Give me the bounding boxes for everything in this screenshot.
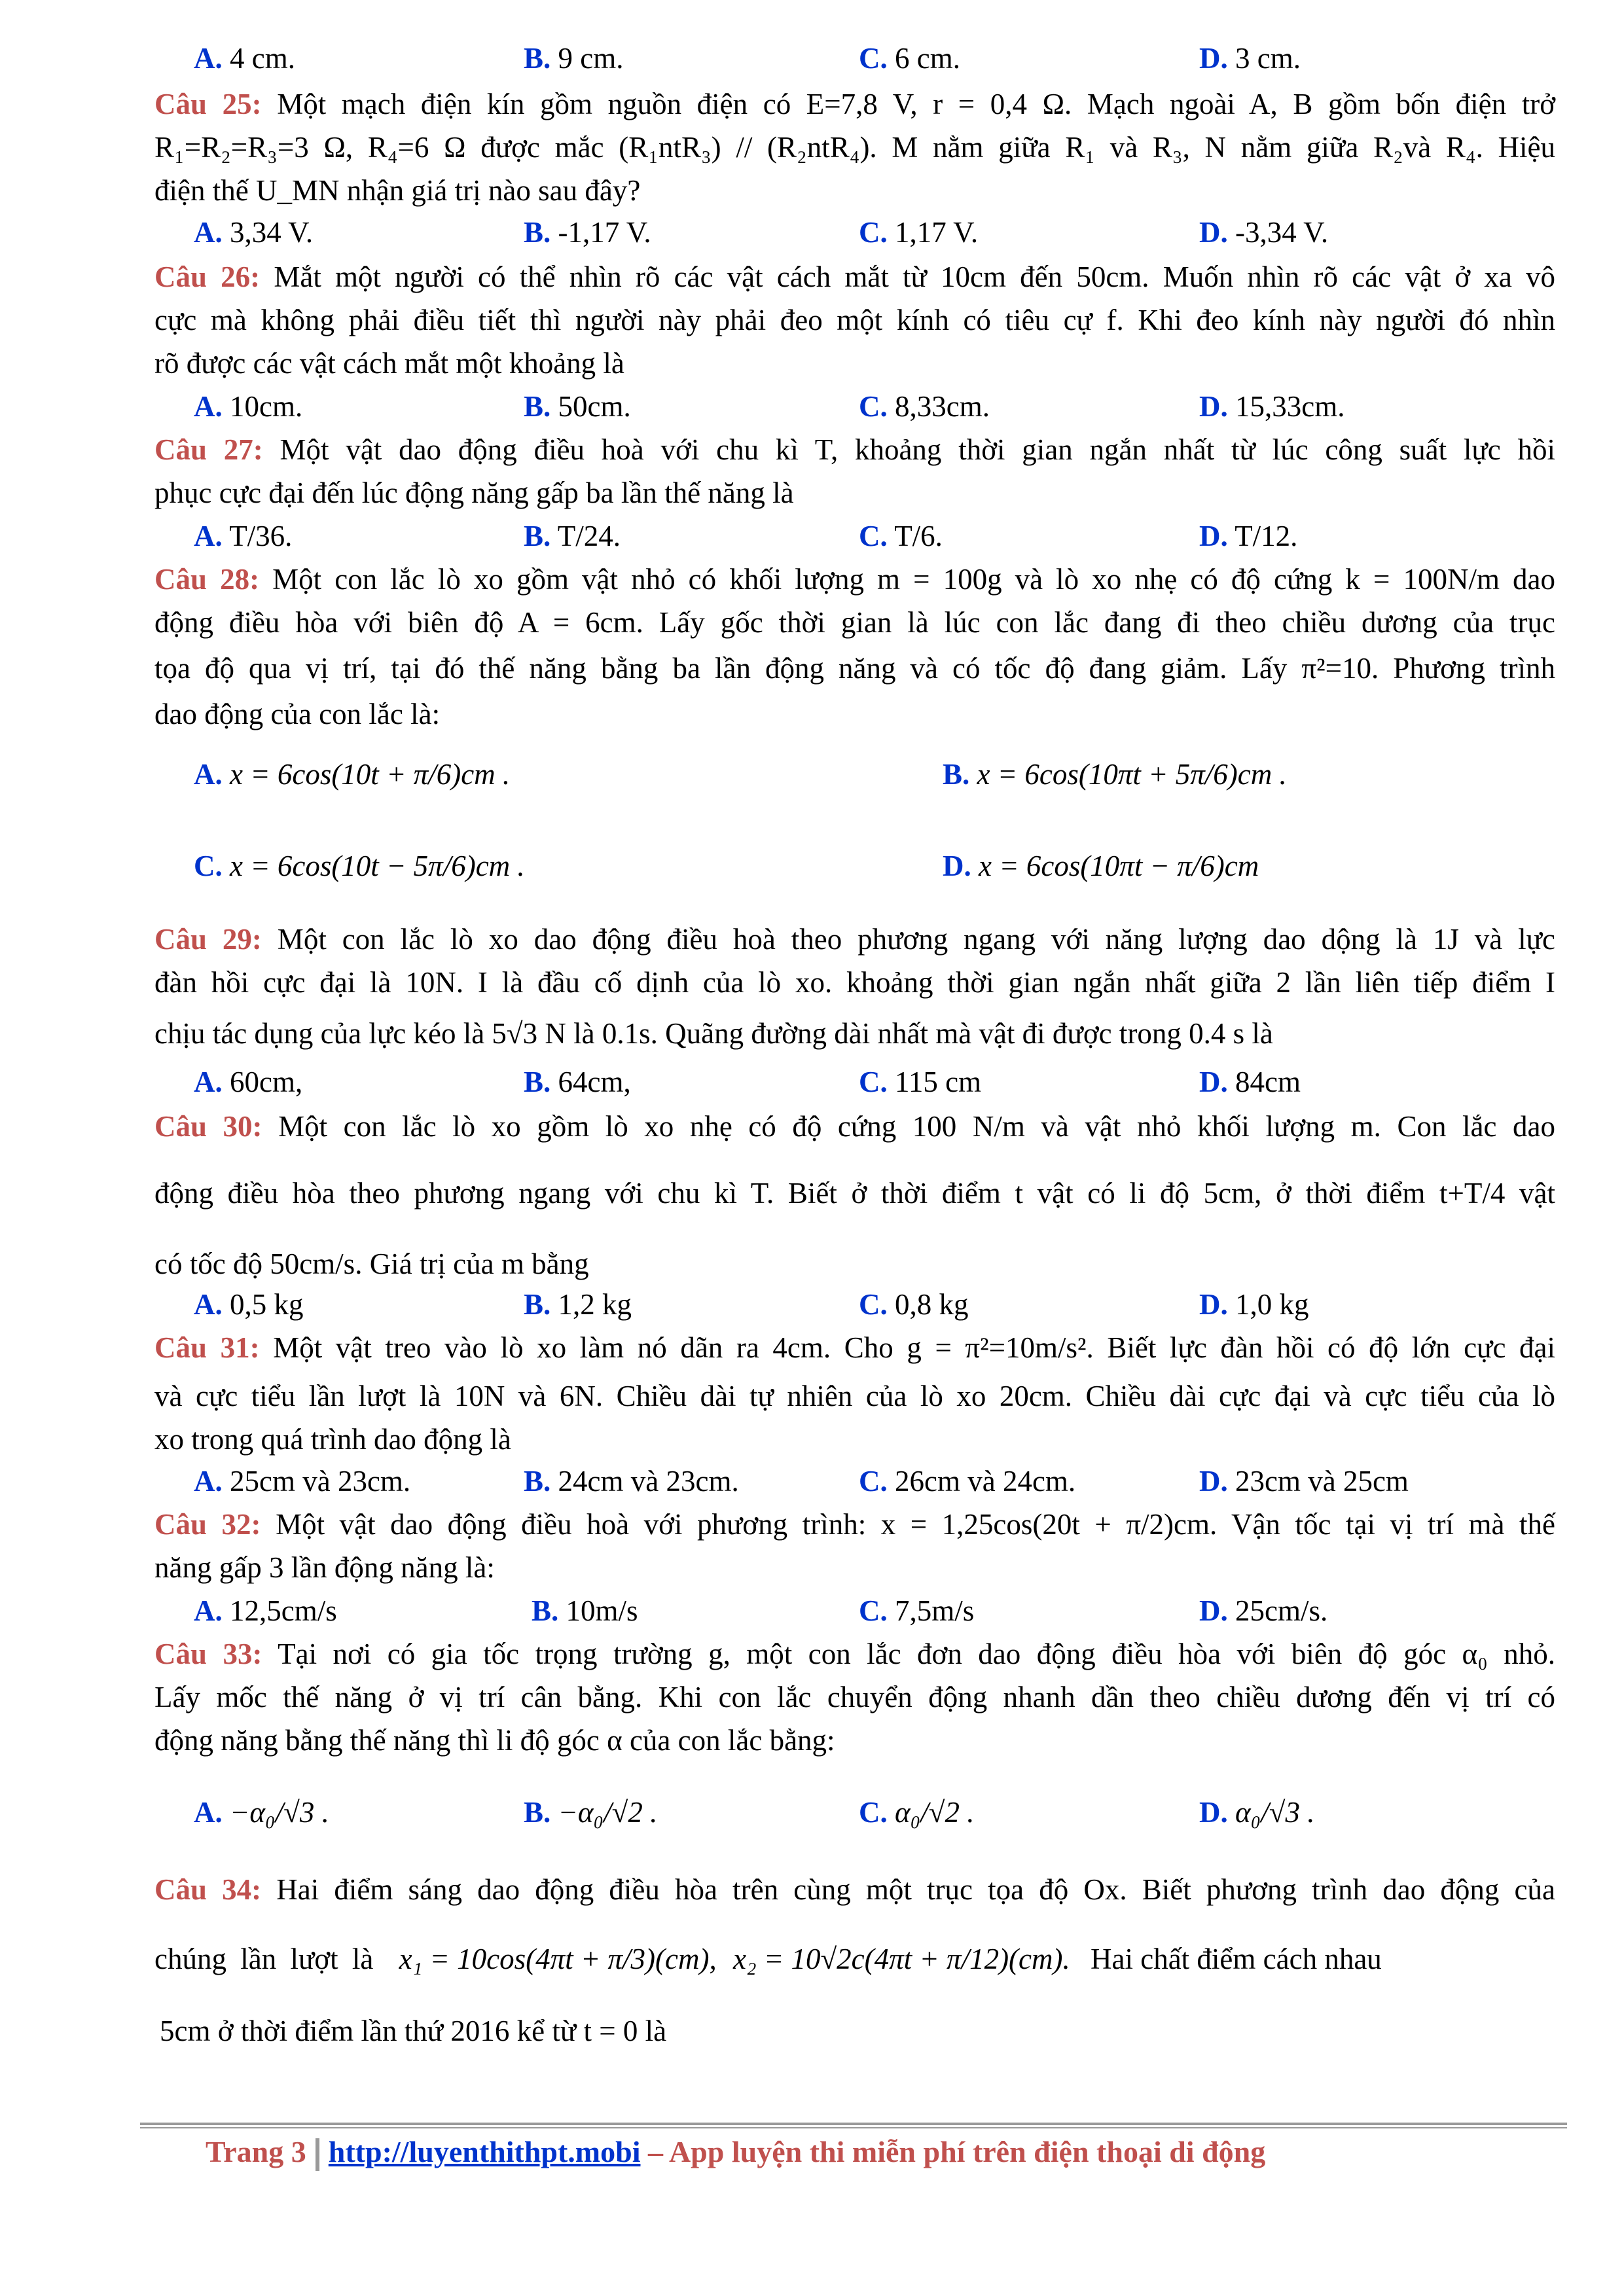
option-a: A. 12,5cm/s xyxy=(194,1594,337,1627)
option-a: A. 60cm, xyxy=(194,1066,303,1098)
q30-line1: Câu 30: Một con lắc lò xo gồm lò xo nhẹ có độ cứng 100 N/m và vật nhỏ khối lượng m. Con lắc dao xyxy=(154,1110,1555,1143)
q25-line3: điện thế U_MN nhận giá trị nào sau đây? xyxy=(154,174,641,207)
option-a: A. 10cm. xyxy=(194,390,303,423)
q25-line1: Câu 25: Một mạch điện kín gồm nguồn điện có E=7,8 V, r = 0,4 Ω. Mạch ngoài A, B gồm bốn điện trở xyxy=(154,88,1555,120)
footer-rule xyxy=(140,2123,1567,2125)
option-a: A. 4 cm. xyxy=(194,42,295,75)
option-b: B. 9 cm. xyxy=(524,42,624,75)
q34-line2: chúng lần lượt là x₁ = 10cos(4πt + π/3)(cm), x₂ = 10√2c(4πt + π/12)(cm). Hai chất điểm cách nhau xyxy=(154,1943,1382,1975)
q28-options-ab xyxy=(0,753,1624,796)
option-c: C. x = 6cos(10t − 5π/6)cm . xyxy=(194,850,525,882)
option-b: B. 10m/s xyxy=(532,1594,638,1627)
option-c: C. 1,17 V. xyxy=(859,216,979,249)
q33-line2: Lấy mốc thế năng ở vị trí cân bằng. Khi con lắc chuyển động nhanh dần theo chiều dương đến vị trí có xyxy=(154,1681,1555,1713)
option-d: D. 1,0 kg xyxy=(1199,1288,1309,1321)
q34-line3: 5cm ở thời điểm lần thứ 2016 kể từ t = 0 là xyxy=(160,2015,667,2047)
option-c: C. α₀/√2 . xyxy=(859,1796,975,1829)
option-d: D. 23cm và 25cm xyxy=(1199,1465,1409,1498)
footer-separator xyxy=(316,2138,319,2171)
option-c: C. 26cm và 24cm. xyxy=(859,1465,1076,1498)
q27-options xyxy=(0,514,1624,558)
option-c: C. 7,5m/s xyxy=(859,1594,975,1627)
q28-line4: dao động của con lắc là: xyxy=(154,698,441,730)
option-a: A. 3,34 V. xyxy=(194,216,314,249)
q30-line2: động điều hòa theo phương ngang với chu kì T. Biết ở thời điểm t vật có li độ 5cm, ở thời điểm t+T/4 vật xyxy=(154,1177,1555,1210)
equation-x2: x₂ = 10√2c(4πt + π/12)(cm). xyxy=(732,1943,1070,1975)
q32-options xyxy=(0,1589,1624,1632)
option-c: C. 0,8 kg xyxy=(859,1288,969,1321)
footer-tagline: – App luyện thi miễn phí trên điện thoại di động xyxy=(640,2135,1266,2168)
option-c: C. 8,33cm. xyxy=(859,390,990,423)
option-b: B. x = 6cos(10πt + 5π/6)cm . xyxy=(943,758,1287,791)
option-b: B. 50cm. xyxy=(524,390,631,423)
q28-line2: động điều hòa với biên độ A = 6cm. Lấy gốc thời gian là lúc con lắc đang đi theo chiều dương của trục xyxy=(154,606,1555,639)
q27-line1: Câu 27: Một vật dao động điều hoà với chu kì T, khoảng thời gian ngắn nhất từ lúc công suất lực hồi xyxy=(154,433,1555,466)
option-d: D. 3 cm. xyxy=(1199,42,1301,75)
option-d: D. α₀/√3 . xyxy=(1199,1796,1315,1829)
footer-rule-thin xyxy=(140,2127,1567,2128)
option-b: B. 24cm và 23cm. xyxy=(524,1465,739,1498)
page-number: Trang 3 xyxy=(206,2135,306,2168)
option-c: C. 6 cm. xyxy=(859,42,960,75)
equation-x1: x₁ = 10cos(4πt + π/3)(cm), xyxy=(399,1943,717,1975)
q29-line2: đàn hồi cực đại là 10N. I là đầu cố dịnh của lò xo. khoảng thời gian ngắn nhất giữa 2 lần liên tiếp điểm I xyxy=(154,966,1555,999)
q26-line1: Câu 26: Mắt một người có thể nhìn rõ các vật cách mắt từ 10cm đến 50cm. Muốn nhìn rõ các vật ở xa vô xyxy=(154,260,1555,293)
option-a: A. 25cm và 23cm. xyxy=(194,1465,411,1498)
option-d: D. 15,33cm. xyxy=(1199,390,1345,423)
q26-line3: rõ được các vật cách mắt một khoảng là xyxy=(154,347,624,380)
q28-line3: tọa độ qua vị trí, tại đó thế năng bằng ba lần động năng và có tốc độ đang giảm. Lấy π²=10. Phương trình xyxy=(154,652,1555,685)
q30-line3: có tốc độ 50cm/s. Giá trị của m bằng xyxy=(154,1247,589,1280)
q30-options xyxy=(0,1283,1624,1326)
option-d: D. -3,34 V. xyxy=(1199,216,1329,249)
q31-line1: Câu 31: Một vật treo vào lò xo làm nó dãn ra 4cm. Cho g = π²=10m/s². Biết lực đàn hồi có độ lớn cực đại xyxy=(154,1331,1555,1364)
q29-line1: Câu 29: Một con lắc lò xo dao động điều hoà theo phương ngang với năng lượng dao dộng là 1J và lực xyxy=(154,923,1555,956)
option-a: A. −α₀/√3 . xyxy=(194,1796,329,1829)
option-b: B. 64cm, xyxy=(524,1066,631,1098)
q29-options xyxy=(0,1060,1624,1103)
option-a: A. 0,5 kg xyxy=(194,1288,304,1321)
q31-options xyxy=(0,1460,1624,1503)
q25-line2: R₁=R₂=R₃=3 Ω, R₄=6 Ω được mắc (R₁ntR₃) // (R₂ntR₄). M nằm giữa R₁ và R₃, N nằm giữa R₂và R₄. Hiệu xyxy=(154,131,1555,164)
option-d: D. T/12. xyxy=(1199,520,1298,552)
q25-options xyxy=(0,211,1624,254)
option-d: D. x = 6cos(10πt − π/6)cm xyxy=(943,850,1259,882)
q28-options-cd xyxy=(0,844,1624,888)
q33-line3: động năng bằng thế năng thì li độ góc α của con lắc bằng: xyxy=(154,1724,835,1757)
q31-line2: và cực tiểu lần lượt là 10N và 6N. Chiều dài tự nhiên của lò xo 20cm. Chiều dài cực đại và cực tiểu của lò xyxy=(154,1380,1555,1412)
option-c: C. 115 cm xyxy=(859,1066,982,1098)
q28-line1: Câu 28: Một con lắc lò xo gồm vật nhỏ có khối lượng m = 100g và lò xo nhẹ có độ cứng k = 100N/m dao xyxy=(154,563,1555,596)
q26-options xyxy=(0,385,1624,428)
option-a: A. T/36. xyxy=(194,520,293,552)
option-c: C. T/6. xyxy=(859,520,943,552)
option-a: A. x = 6cos(10t + π/6)cm . xyxy=(194,758,511,791)
q32-line1: Câu 32: Một vật dao động điều hoà với phương trình: x = 1,25cos(20t + π/2)cm. Vận tốc tại vị trí mà thế xyxy=(154,1508,1556,1541)
option-d: D. 25cm/s. xyxy=(1199,1594,1328,1627)
option-b: B. T/24. xyxy=(524,520,621,552)
q33-options xyxy=(0,1791,1624,1834)
footer-link[interactable]: http://luyenthithpt.mobi xyxy=(328,2135,641,2168)
q33-line1: Câu 33: Tại nơi có gia tốc trọng trường g, một con lắc đơn dao động điều hòa với biên độ góc α₀ nhỏ. xyxy=(154,1638,1555,1670)
q32-line2: năng gấp 3 lần động năng là: xyxy=(154,1551,495,1584)
q29-line3: chịu tác dụng của lực kéo là 5√3 N là 0.1s. Quãng đường dài nhất mà vật đi được trong 0.4 s là xyxy=(154,1017,1273,1050)
option-b: B. −α₀/√2 . xyxy=(524,1796,658,1829)
q24-options xyxy=(0,37,1624,80)
option-b: B. 1,2 kg xyxy=(524,1288,632,1321)
q31-line3: xo trong quá trình dao động là xyxy=(154,1423,511,1456)
footer xyxy=(206,2130,1265,2174)
q26-line2: cực mà không phải điều tiết thì người này phải đeo một kính có tiêu cự f. Khi đeo kính này người đó nhìn xyxy=(154,304,1555,336)
option-d: D. 84cm xyxy=(1199,1066,1301,1098)
q34-line1: Câu 34: Hai điểm sáng dao động điều hòa trên cùng một trục tọa độ Ox. Biết phương trình dao động của xyxy=(154,1873,1555,1906)
q27-line2: phục cực đại đến lúc động năng gấp ba lần thế năng là xyxy=(154,476,794,509)
option-b: B. -1,17 V. xyxy=(524,216,651,249)
